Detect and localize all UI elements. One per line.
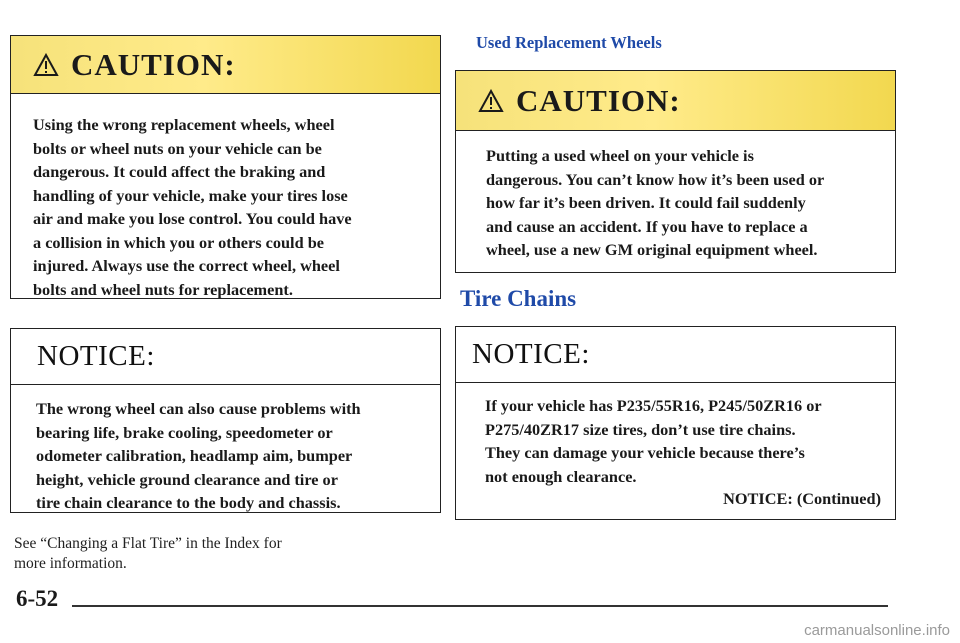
warning-triangle-icon <box>33 53 59 77</box>
text-line: handling of your vehicle, make your tires lose <box>33 185 348 205</box>
notice-title: NOTICE: <box>472 338 590 370</box>
text-line: P275/40ZR17 size tires, don’t use tire chains. <box>485 419 796 439</box>
notice-header <box>456 327 895 383</box>
caution-title: CAUTION: <box>516 82 681 118</box>
notice-continued: NOTICE: (Continued) <box>723 489 881 508</box>
caution-header <box>11 36 440 94</box>
text-line: Using the wrong replacement wheels, wheel <box>33 115 335 134</box>
text-line: dangerous. It could affect the braking and <box>33 162 326 181</box>
tire-chains-title: Tire Chains <box>460 286 577 311</box>
text-line: They can damage your vehicle because there’s <box>485 443 805 462</box>
notice-box-left <box>10 328 441 513</box>
text-line: If your vehicle has P235/55R16, P245/50ZR16 or <box>485 396 822 415</box>
watermark: carmanualsonline.info <box>804 622 950 639</box>
text-line: and cause an accident. If you have to replace a <box>486 216 808 236</box>
used-wheels-subheading: Used Replacement Wheels <box>476 33 662 52</box>
warning-triangle-icon <box>478 89 504 113</box>
text-line: a collision in which you or others could be <box>33 232 324 252</box>
text-line: injured. Always use the correct wheel, wheel <box>33 256 340 275</box>
caution-box-right <box>455 70 896 273</box>
text-line: dangerous. You can’t know how it’s been used or <box>486 169 825 189</box>
text-line: Putting a used wheel on your vehicle is <box>486 146 754 165</box>
caution-box-left <box>10 35 441 299</box>
page-number: 6-52 <box>16 586 59 611</box>
text-line: not enough clearance. <box>485 466 637 486</box>
text-line: See “Changing a Flat Tire” in the Index for <box>14 535 282 552</box>
caution-text <box>456 131 895 262</box>
text-line: air and make you lose control. You could have <box>33 209 352 228</box>
text-line: bolts and wheel nuts for replacement. <box>33 279 293 299</box>
text-line: tire chain clearance to the body and chassis. <box>36 493 341 512</box>
text-line: bolts or wheel nuts on your vehicle can be <box>33 138 322 158</box>
caution-header <box>456 71 895 131</box>
footer-rule <box>72 605 888 607</box>
text-line: bearing life, brake cooling, speedometer or <box>36 422 333 442</box>
text-line: odometer calibration, headlamp aim, bumper <box>36 446 353 465</box>
notice-box-right <box>455 326 896 520</box>
see-also-text <box>14 534 282 574</box>
text-line: The wrong wheel can also cause problems with <box>36 399 361 418</box>
notice-title: NOTICE: <box>37 340 155 372</box>
text-line: how far it’s been driven. It could fail suddenly <box>486 193 806 212</box>
caution-title: CAUTION: <box>71 46 236 82</box>
text-line: more information. <box>14 555 127 572</box>
text-line: wheel, use a new GM original equipment wheel. <box>486 240 818 259</box>
notice-text <box>11 385 440 515</box>
notice-header <box>11 329 440 385</box>
caution-text <box>11 94 440 301</box>
notice-text <box>456 383 895 511</box>
text-line: height, vehicle ground clearance and tire or <box>36 469 338 489</box>
